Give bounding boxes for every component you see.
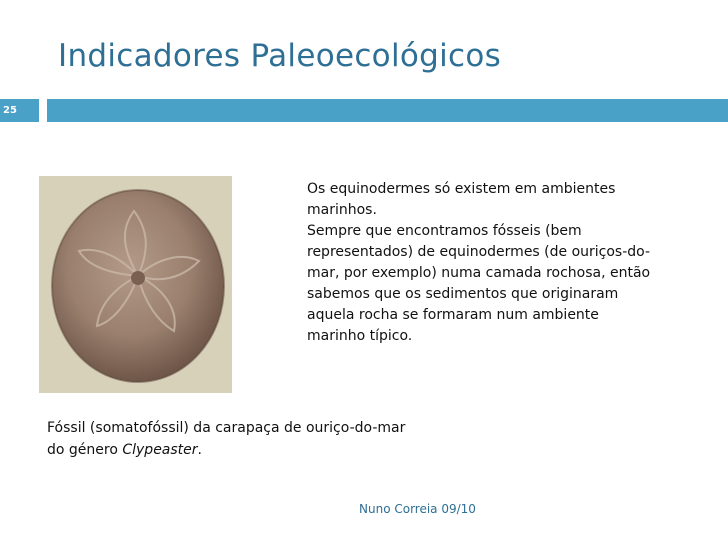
image-caption <box>47 417 407 461</box>
fossil-photo <box>39 176 232 393</box>
body-text <box>307 179 657 347</box>
slide-number: 25 <box>0 99 39 122</box>
slide-title: Indicadores Paleoecológicos <box>58 38 502 74</box>
caption-end: . <box>197 442 202 458</box>
body-paragraph-2: Sempre que encontramos fósseis (bem representados) de equinodermes (de ouriços-do-mar, por exemplo) numa camada rochosa, então sabemos que os sedimentos que originaram aquela rocha se formaram num ambiente marinho típico. <box>307 223 651 344</box>
header-bar <box>47 99 728 122</box>
caption-genus: Clypeaster <box>122 442 198 458</box>
caption-text: Fóssil (somatofóssil) da carapaça de ouriço-do-mar do género <box>47 420 406 458</box>
sand-dollar-image <box>39 176 232 393</box>
footer-author: Nuno Correia 09/10 <box>359 502 476 516</box>
body-paragraph-1: Os equinodermes só existem em ambientes marinhos. <box>307 181 616 218</box>
